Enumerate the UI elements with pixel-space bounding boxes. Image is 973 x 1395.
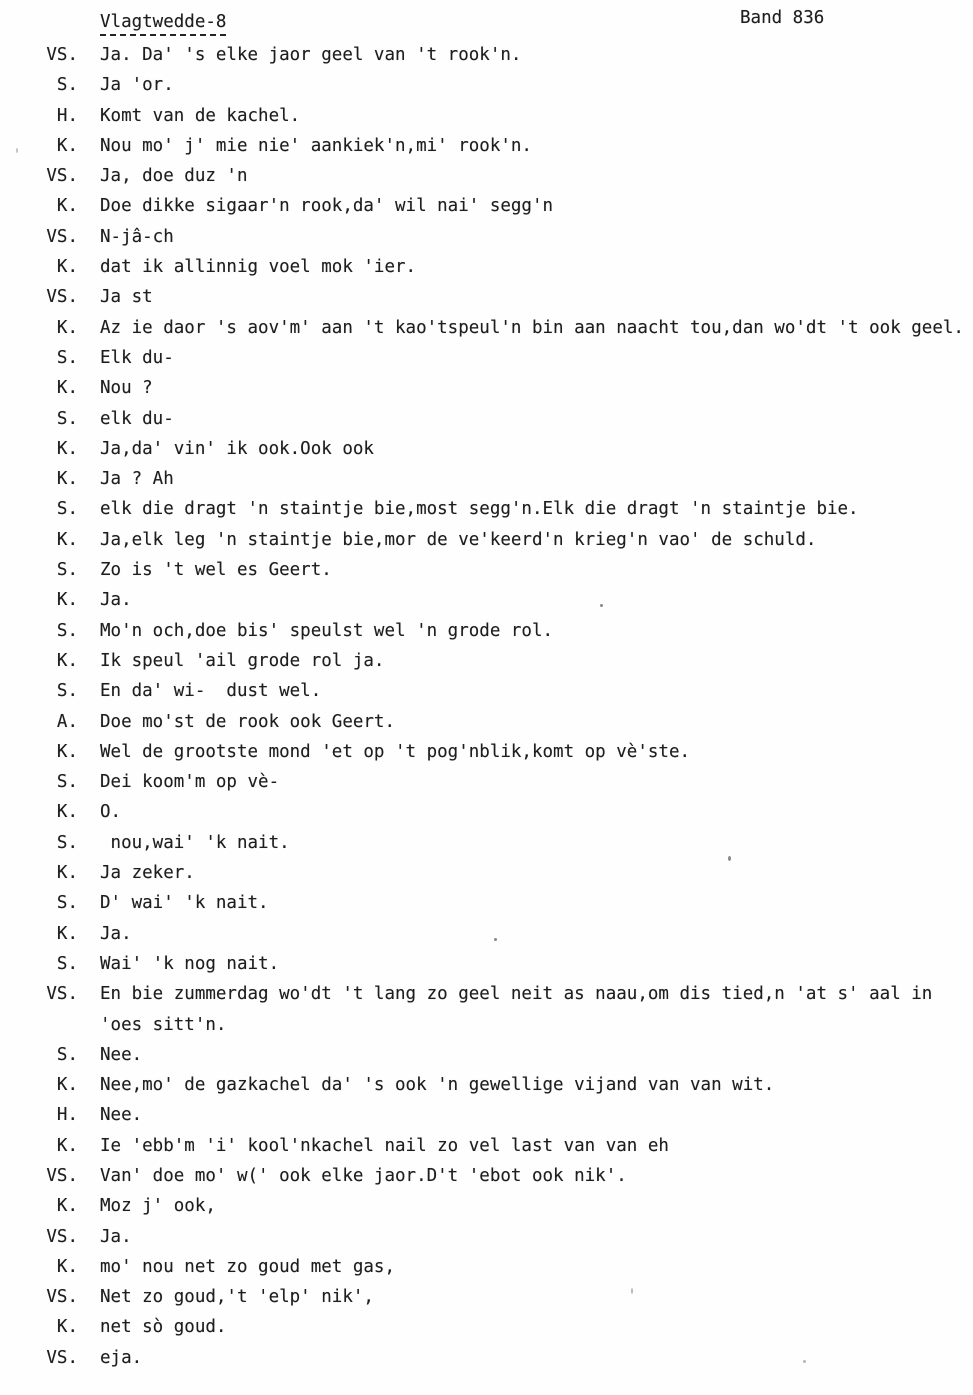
speaker-label: VS. [46,226,78,247]
dialogue-text: Mo'n och,doe bis' speulst wel 'n grode rol. [100,620,554,641]
dialogue-text: Dei koom'm op vè- [100,772,280,793]
scan-speck [600,604,603,607]
page-header [0,8,973,44]
dialogue-line [0,40,973,70]
scan-speck [494,938,497,941]
speaker-label: S. [56,681,78,702]
scan-speck [16,148,18,153]
speaker-label: K. [56,529,78,550]
dialogue-line [0,494,973,524]
dialogue-line [0,1252,973,1282]
scan-speck [728,856,731,861]
dialogue-line [0,585,973,615]
dialogue-text: Ja 'or. [100,75,174,96]
dialogue-text: eja. [100,1347,143,1368]
dialogue-line [0,1070,973,1100]
speaker-label: VS. [46,1165,78,1186]
dialogue-line [0,616,973,646]
speaker-label: VS. [46,984,78,1005]
dialogue-line [0,858,973,888]
dialogue-line [0,919,973,949]
transcript [0,40,973,1373]
dialogue-text: Ja zeker. [100,863,195,884]
speaker-label: K. [56,1196,78,1217]
dialogue-line [0,646,973,676]
speaker-label: K. [56,469,78,490]
dialogue-line [0,1040,973,1070]
speaker-label: K. [56,257,78,278]
speaker-label: S. [56,499,78,520]
dialogue-text: Nee. [100,1044,143,1065]
speaker-label: VS. [46,166,78,187]
speaker-label: S. [56,75,78,96]
speaker-label: S. [56,953,78,974]
dialogue-text: Ja,da' vin' ik ook.Ook ook [100,438,374,459]
speaker-label: K. [56,1075,78,1096]
speaker-label: VS. [46,1287,78,1308]
dialogue-text: Zo is 't wel es Geert. [100,560,332,581]
dialogue-text: O. [100,802,122,823]
dialogue-line [0,131,973,161]
dialogue-text: Net zo goud,'t 'elp' nik', [100,1287,374,1308]
speaker-label: VS. [46,287,78,308]
speaker-label: K. [56,802,78,823]
dialogue-text: Nou ? [100,378,153,399]
dialogue-text: Ie 'ebb'm 'i' kool'nkachel nail zo vel last van van eh [100,1135,669,1156]
dialogue-line [0,949,973,979]
dialogue-line [0,1191,973,1221]
dialogue-text: N-jâ-ch [100,226,174,247]
dialogue-text: Ja. Da' 's elke jaor geel van 't rook'n. [100,45,522,65]
dialogue-text: D' wai' 'k nait. [100,893,269,914]
dialogue-text: Ik speul 'ail grode rol ja. [100,650,385,671]
dialogue-line [0,1222,973,1252]
scan-speck [803,1360,806,1363]
dialogue-text: En bie zummerdag wo'dt 't lang zo geel neit as naau,om dis tied,n 'at s' aal in [100,984,933,1005]
speaker-label: K. [56,317,78,338]
speaker-label: S. [56,560,78,581]
speaker-label: K. [56,378,78,399]
speaker-label: K. [56,923,78,944]
speaker-label: VS. [46,45,78,65]
dialogue-text: Ja,elk leg 'n staintje bie,mor de ve'keerd'n krieg'n vao' de schuld. [100,529,817,550]
speaker-label: K. [56,196,78,217]
speaker-label: A. [56,711,78,732]
speaker-label: S. [56,620,78,641]
dialogue-text: Ja. [100,590,132,611]
dialogue-line [0,1343,973,1373]
speaker-label: K. [56,135,78,156]
dialogue-text: Ja ? Ah [100,469,174,490]
dialogue-text: Moz j' ook, [100,1196,216,1217]
dialogue-text: Elk du- [100,347,174,368]
dialogue-line [0,373,973,403]
dialogue-text: 'oes sitt'n. [100,1014,227,1035]
dialogue-text: mo' nou net zo goud met gas, [100,1256,396,1277]
speaker-label: K. [56,863,78,884]
speaker-label: VS. [46,1226,78,1247]
dialogue-line [0,222,973,252]
speaker-label: S. [56,832,78,853]
dialogue-line [0,797,973,827]
dialogue-line [0,767,973,797]
dialogue-line [0,282,973,312]
speaker-label: K. [56,1317,78,1338]
dialogue-text: Doe dikke sigaar'n rook,da' wil nai' segg'n [100,196,554,217]
dialogue-line [0,555,973,585]
speaker-label: K. [56,590,78,611]
dialogue-text: Az ie daor 's aov'm' aan 't kao'tspeul'n bin aan naacht tou,dan wo'dt 't ook geel. [100,317,964,338]
dialogue-text: elk die dragt 'n staintje bie,most segg'n.Elk die dragt 'n staintje bie. [100,499,859,520]
dialogue-line [0,1282,973,1312]
speaker-label: S. [56,772,78,793]
speaker-label: VS. [46,1347,78,1368]
speaker-label: S. [56,347,78,368]
dialogue-line [0,737,973,767]
dialogue-text: En da' wi- dust wel. [100,681,322,702]
dialogue-line [0,1161,973,1191]
dialogue-text: Wel de grootste mond 'et op 't pog'nblik,komt op vè'ste. [100,741,691,762]
page-title: Vlagtwedde-8 [100,12,226,36]
dialogue-line [0,191,973,221]
speaker-label: K. [56,650,78,671]
dialogue-line [0,676,973,706]
dialogue-line [0,888,973,918]
dialogue-text: Ja, doe duz 'n [100,166,248,187]
dialogue-text: nou,wai' 'k nait. [100,832,290,853]
speaker-label: S. [56,1044,78,1065]
dialogue-text: net sò goud. [100,1317,227,1338]
dialogue-line [0,343,973,373]
dialogue-line [0,979,973,1009]
dialogue-line [0,70,973,100]
speaker-label: S. [56,408,78,429]
scan-speck [631,1288,633,1294]
band-number: Band 836 [740,8,825,28]
speaker-label: K. [56,1256,78,1277]
dialogue-line [0,525,973,555]
dialogue-line [0,707,973,737]
dialogue-text: Van' doe mo' w(' ook elke jaor.D't 'ebot ook nik'. [100,1165,627,1186]
dialogue-line [0,252,973,282]
dialogue-text: Wai' 'k nog nait. [100,953,280,974]
dialogue-line [0,404,973,434]
dialogue-line-continuation [0,1010,973,1040]
dialogue-line [0,101,973,131]
dialogue-text: Nou mo' j' mie nie' aankiek'n,mi' rook'n. [100,135,532,156]
dialogue-line [0,464,973,494]
dialogue-text: Komt van de kachel. [100,105,301,126]
speaker-label: K. [56,741,78,762]
dialogue-text: Ja. [100,923,132,944]
speaker-label: K. [56,438,78,459]
speaker-label: K. [56,1135,78,1156]
dialogue-text: Ja st [100,287,153,308]
dialogue-line [0,1100,973,1130]
dialogue-text: elk du- [100,408,174,429]
speaker-label: S. [56,893,78,914]
dialogue-line [0,313,973,343]
dialogue-text: Nee,mo' de gazkachel da' 's ook 'n gewellige vijand van van wit. [100,1075,775,1096]
speaker-label: H. [56,1105,78,1126]
dialogue-line [0,161,973,191]
dialogue-text: Doe mo'st de rook ook Geert. [100,711,396,732]
dialogue-text: Nee. [100,1105,143,1126]
dialogue-text: Ja. [100,1226,132,1247]
dialogue-line [0,434,973,464]
dialogue-text: dat ik allinnig voel mok 'ier. [100,257,417,278]
dialogue-line [0,828,973,858]
dialogue-line [0,1131,973,1161]
dialogue-line [0,1312,973,1342]
speaker-label: H. [56,105,78,126]
